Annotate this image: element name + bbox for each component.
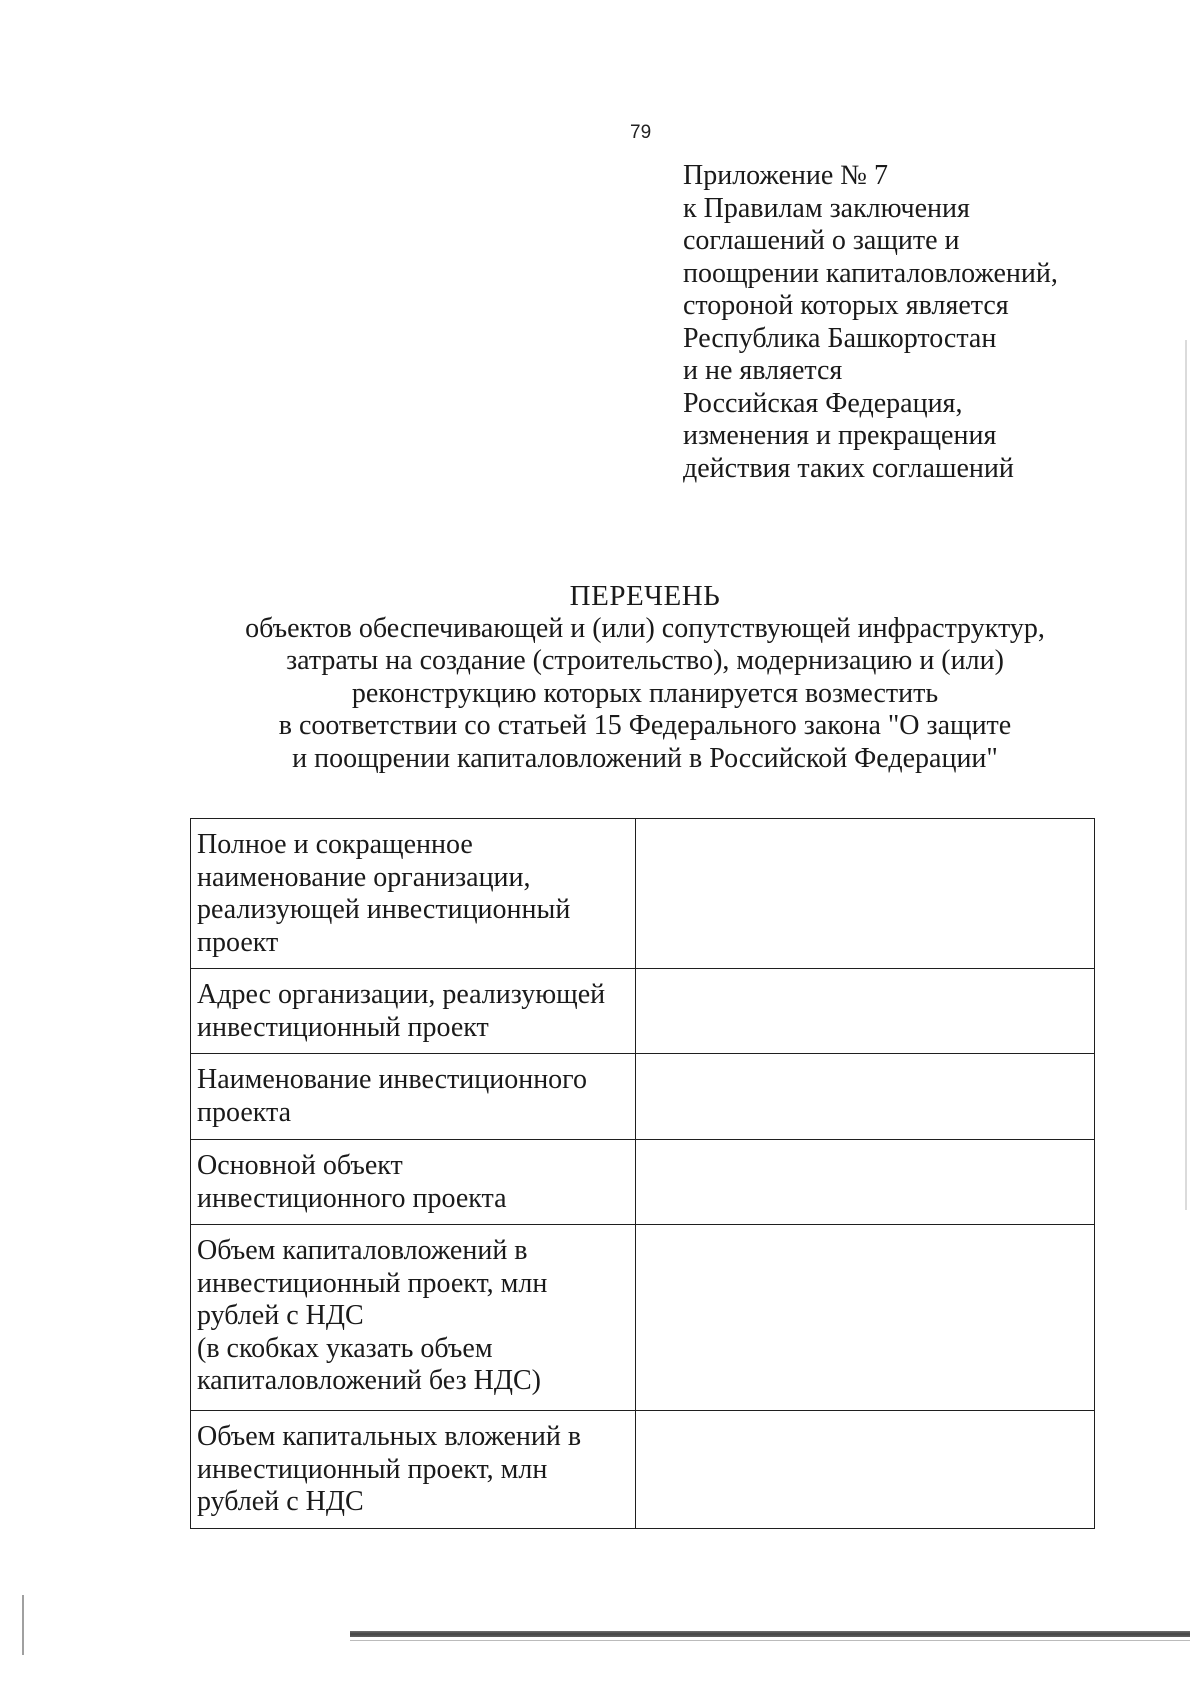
table-row: [191, 1225, 1095, 1411]
page-number: 79: [630, 122, 652, 143]
table-row: [191, 819, 1095, 969]
row-label-capital-expenditure-volume: Объем капитальных вложений в инвестиционный проект, млн рублей с НДС: [191, 1411, 636, 1529]
appendix-line: Российская Федерация,: [683, 387, 963, 419]
row-value-capital-expenditure-volume: [635, 1411, 1094, 1529]
scan-artifact-edge: [22, 1595, 24, 1655]
row-value-project-name: [635, 1054, 1094, 1140]
appendix-header: [683, 160, 1163, 485]
title-subtitle-line: реконструкцию которых планируется возместить: [351, 677, 939, 709]
row-label-organization-address: Адрес организации, реализующей инвестиционный проект: [191, 969, 636, 1054]
table-row: [191, 1140, 1095, 1225]
scan-artifact-edge: [1185, 340, 1187, 1210]
title-subtitle-line: объектов обеспечивающей и (или) сопутствующей инфраструктур,: [245, 612, 1045, 644]
appendix-line: изменения и прекращения: [683, 420, 997, 451]
table-row: [191, 1411, 1095, 1529]
table-row: [191, 969, 1095, 1054]
title-subtitle-line: и поощрении капиталовложений в Российской Федерации": [292, 742, 998, 774]
row-value-organization-name: [635, 819, 1094, 969]
appendix-line: Приложение № 7: [683, 160, 888, 191]
row-value-main-object: [635, 1140, 1094, 1225]
document-title: [150, 580, 1140, 775]
appendix-line: к Правилам заключения: [683, 192, 970, 224]
title-subtitle-line: в соответствии со статьей 15 Федерального закона "О защите: [278, 710, 1012, 741]
appendix-line: и не является: [683, 355, 843, 386]
appendix-line: стороной которых является: [683, 290, 1009, 321]
appendix-line: соглашений о защите и: [683, 225, 960, 256]
row-label-project-name: Наименование инвестиционного проекта: [191, 1054, 636, 1140]
row-value-organization-address: [635, 969, 1094, 1054]
project-info-table: [190, 818, 1095, 1529]
appendix-line: действия таких соглашений: [683, 452, 1014, 484]
appendix-line: Республика Башкортостан: [683, 322, 997, 354]
scan-artifact-line: [350, 1640, 1190, 1641]
row-label-organization-name: Полное и сокращенное наименование организации, реализующей инвестиционный проект: [191, 819, 636, 969]
row-value-capital-investment-volume: [635, 1225, 1094, 1411]
title-subtitle-line: затраты на создание (строительство), модернизацию и (или): [286, 645, 1004, 676]
scan-artifact-line: [350, 1631, 1190, 1637]
appendix-line: поощрении капиталовложений,: [683, 257, 1058, 289]
table-row: [191, 1054, 1095, 1140]
row-label-main-object: Основной объект инвестиционного проекта: [191, 1140, 636, 1225]
title-main: ПЕРЕЧЕНЬ: [569, 580, 721, 612]
row-label-capital-investment-volume: Объем капиталовложений в инвестиционный проект, млн рублей с НДС (в скобках указать объем капиталовложений без НДС): [191, 1225, 636, 1411]
